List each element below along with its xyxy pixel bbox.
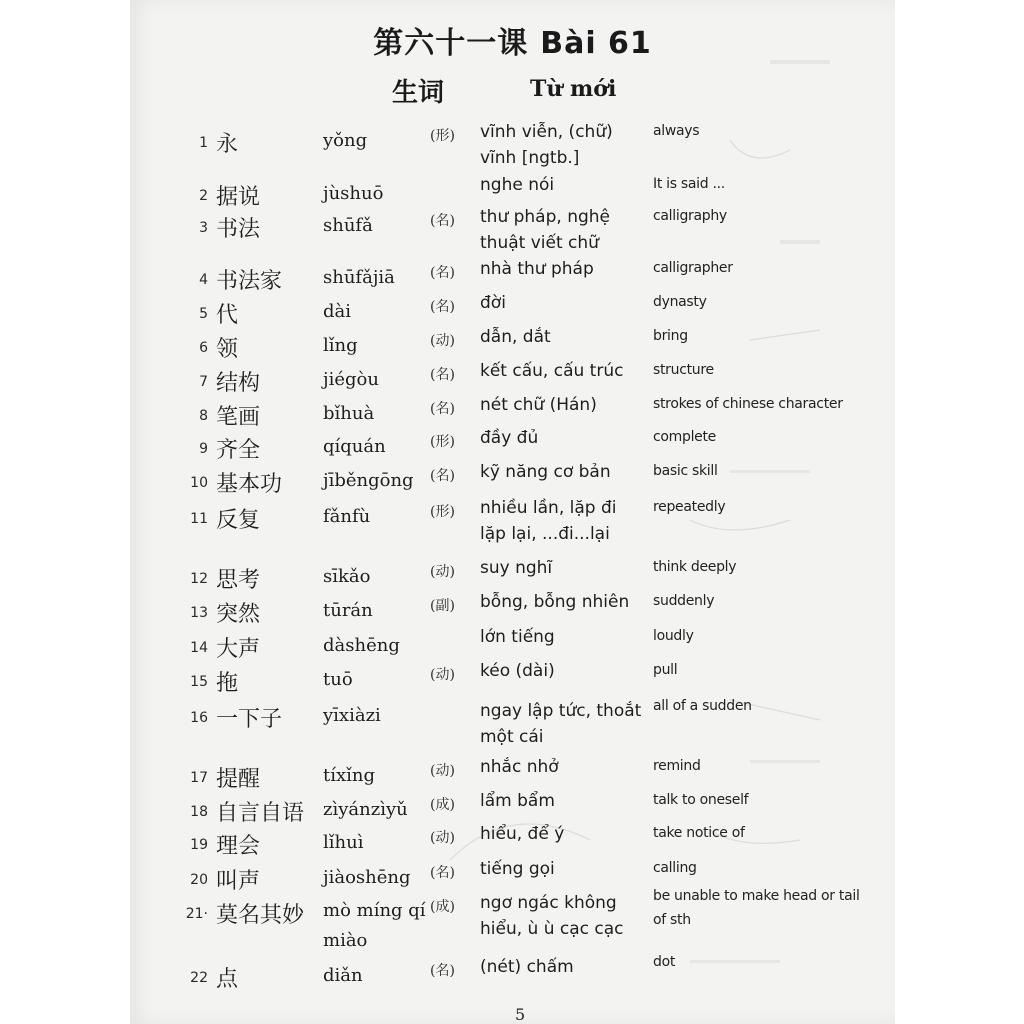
entry-number: 17: [190, 770, 208, 786]
entry-pos: (动): [430, 667, 455, 683]
entry-number: 15: [190, 674, 208, 690]
entry-pos: (副): [430, 598, 455, 614]
entry-number: 6: [199, 340, 208, 356]
lesson-title-zh: 第六十一课: [373, 26, 529, 61]
entry-hanzi: 拖: [216, 671, 239, 696]
entry-vietnamese: kéo (dài): [480, 661, 555, 681]
entry-english: be unable to make head or tail of sth: [653, 888, 860, 928]
entry-vietnamese: ngơ ngác không hiểu, ù ù cạc cạc: [480, 893, 624, 939]
entry-vietnamese: nhiều lần, lặp đi lặp lại, ...đi...lại: [480, 498, 617, 544]
entry-pinyin: bǐhuà: [323, 403, 375, 424]
entry-pinyin: fǎnfù: [323, 506, 371, 527]
entry-hanzi: 代: [216, 303, 239, 328]
entry-hanzi: 提醒: [216, 767, 261, 792]
entry-number: 4: [199, 272, 208, 288]
entry-vietnamese: bỗng, bỗng nhiên: [480, 592, 630, 612]
entry-pinyin: shūfǎ: [323, 215, 373, 236]
entry-number: 21·: [185, 906, 208, 922]
entry-pinyin: shūfǎjiā: [323, 267, 395, 288]
entry-number: 1: [199, 135, 208, 151]
entry-english: take notice of: [653, 825, 745, 841]
section-heading-zh: 生词: [392, 78, 445, 108]
entry-hanzi: 基本功: [216, 472, 283, 497]
entry-vietnamese: (nét) chấm: [480, 957, 574, 977]
entry-pos: (动): [430, 333, 455, 349]
entry-pos: (形): [430, 128, 455, 144]
entry-hanzi: 一下子: [216, 707, 283, 732]
entry-english: pull: [653, 662, 678, 678]
entry-hanzi: 思考: [216, 568, 261, 593]
entry-english: basic skill: [653, 463, 718, 479]
entry-hanzi: 笔画: [216, 405, 261, 430]
entry-pos: (成): [430, 899, 455, 915]
entry-pinyin: qíquán: [323, 436, 386, 457]
entry-english: suddenly: [653, 593, 715, 609]
entry-vietnamese: lẩm bẩm: [480, 791, 555, 811]
entry-english: calligraphy: [653, 208, 727, 224]
lesson-title: [130, 18, 895, 62]
entry-vietnamese: vĩnh viễn, (chữ) vĩnh [ngtb.]: [480, 122, 613, 168]
entry-pinyin: yǒng: [323, 130, 368, 151]
entry-vietnamese: nét chữ (Hán): [480, 395, 597, 415]
entry-pos: (形): [430, 504, 455, 520]
entry-vietnamese: nhà thư pháp: [480, 259, 594, 279]
entry-vietnamese: đầy đủ: [480, 428, 539, 448]
entry-pinyin: jùshuō: [323, 183, 384, 204]
entry-pinyin: jīběngōng: [323, 470, 414, 491]
entry-vietnamese: kỹ năng cơ bản: [480, 462, 611, 482]
entry-number: 22: [190, 970, 208, 986]
entry-pinyin: diǎn: [323, 965, 363, 986]
entry-english: calling: [653, 860, 697, 876]
entry-hanzi: 永: [216, 132, 239, 157]
entry-pos: (名): [430, 265, 455, 281]
entry-pinyin: dàshēng: [323, 635, 400, 656]
entry-pinyin: lǐhuì: [323, 832, 364, 853]
entry-pos: (动): [430, 763, 455, 779]
section-heading-vi: Từ mới: [530, 76, 617, 102]
entry-vietnamese: nghe nói: [480, 175, 555, 195]
entry-pinyin: mò míng qí miào: [323, 900, 426, 951]
entry-number: 8: [199, 408, 208, 424]
entry-pos: (名): [430, 299, 455, 315]
lesson-title-vi: Bài 61: [540, 26, 652, 61]
entry-english: talk to oneself: [653, 792, 749, 808]
entry-english: structure: [653, 362, 714, 378]
entry-vietnamese: nhắc nhở: [480, 757, 559, 777]
entry-number: 7: [199, 374, 208, 390]
entry-hanzi: 叫声: [216, 869, 261, 894]
entry-hanzi: 自言自语: [216, 801, 305, 826]
entry-vietnamese: kết cấu, cấu trúc: [480, 361, 624, 381]
entry-pos: (动): [430, 564, 455, 580]
entry-english: think deeply: [653, 559, 737, 575]
entry-pos: (名): [430, 401, 455, 417]
entry-hanzi: 结构: [216, 371, 261, 396]
entry-number: 18: [190, 804, 208, 820]
entry-english: strokes of chinese character: [653, 396, 843, 412]
entry-hanzi: 突然: [216, 602, 261, 627]
entry-english: bring: [653, 328, 688, 344]
entry-english: all of a sudden: [653, 698, 752, 714]
entry-english: dot: [653, 954, 676, 970]
entry-vietnamese: đời: [480, 293, 506, 313]
entry-number: 9: [199, 441, 208, 457]
entry-english: remind: [653, 758, 701, 774]
entry-vietnamese: dẫn, dắt: [480, 327, 551, 347]
entry-english: loudly: [653, 628, 694, 644]
entry-english: always: [653, 123, 700, 139]
entry-pinyin: jiégòu: [323, 369, 379, 390]
entry-pinyin: lǐng: [323, 335, 358, 356]
entry-hanzi: 书法家: [216, 269, 283, 294]
entry-pinyin: tíxǐng: [323, 765, 376, 786]
entry-vietnamese: lớn tiếng: [480, 627, 555, 647]
entry-english: calligrapher: [653, 260, 733, 276]
entry-hanzi: 大声: [216, 637, 261, 662]
entry-pinyin: tūrán: [323, 600, 373, 621]
entry-hanzi: 点: [216, 967, 239, 992]
entry-vietnamese: suy nghĩ: [480, 558, 553, 578]
entry-hanzi: 据说: [216, 185, 261, 210]
entry-pinyin: sīkǎo: [323, 566, 371, 587]
entry-english: dynasty: [653, 294, 707, 310]
book-page: [130, 0, 895, 1024]
entry-english: repeatedly: [653, 499, 726, 515]
entry-english: complete: [653, 429, 716, 445]
entry-pos: (名): [430, 865, 455, 881]
entry-hanzi: 书法: [216, 217, 261, 242]
entry-pos: (名): [430, 963, 455, 979]
entry-number: 19: [190, 837, 208, 853]
entry-pinyin: jiàoshēng: [323, 867, 411, 888]
entry-pos: (名): [430, 367, 455, 383]
entry-vietnamese: hiểu, để ý: [480, 824, 565, 844]
entry-vietnamese: thư pháp, nghệ thuật viết chữ: [480, 207, 610, 253]
entry-pinyin: zìyánzìyǔ: [323, 799, 408, 820]
entry-pos: (成): [430, 797, 455, 813]
entry-number: 12: [190, 571, 208, 587]
page-number: 5: [515, 1005, 526, 1024]
entry-pinyin: tuō: [323, 669, 353, 690]
entry-english: It is said ...: [653, 176, 725, 192]
entry-hanzi: 齐全: [216, 438, 261, 463]
entry-pinyin: yīxiàzi: [323, 705, 381, 726]
entry-number: 3: [199, 220, 208, 236]
entry-number: 5: [199, 306, 208, 322]
entry-pos: (形): [430, 434, 455, 450]
entry-vietnamese: tiếng gọi: [480, 859, 555, 879]
entry-pos: (动): [430, 830, 455, 846]
entry-number: 20: [190, 872, 208, 888]
entry-number: 2: [199, 188, 208, 204]
entry-number: 14: [190, 640, 208, 656]
entry-pos: (名): [430, 213, 455, 229]
entry-pinyin: dài: [323, 301, 352, 322]
entry-number: 13: [190, 605, 208, 621]
entry-number: 11: [190, 511, 208, 527]
entry-vietnamese: ngay lập tức, thoắt một cái: [480, 701, 642, 747]
entry-number: 10: [190, 475, 208, 491]
entry-number: 16: [190, 710, 208, 726]
entry-hanzi: 理会: [216, 834, 261, 859]
entry-pos: (名): [430, 468, 455, 484]
entry-hanzi: 领: [216, 337, 239, 362]
entry-hanzi: 莫名其妙: [216, 903, 305, 928]
entry-hanzi: 反复: [216, 508, 261, 533]
